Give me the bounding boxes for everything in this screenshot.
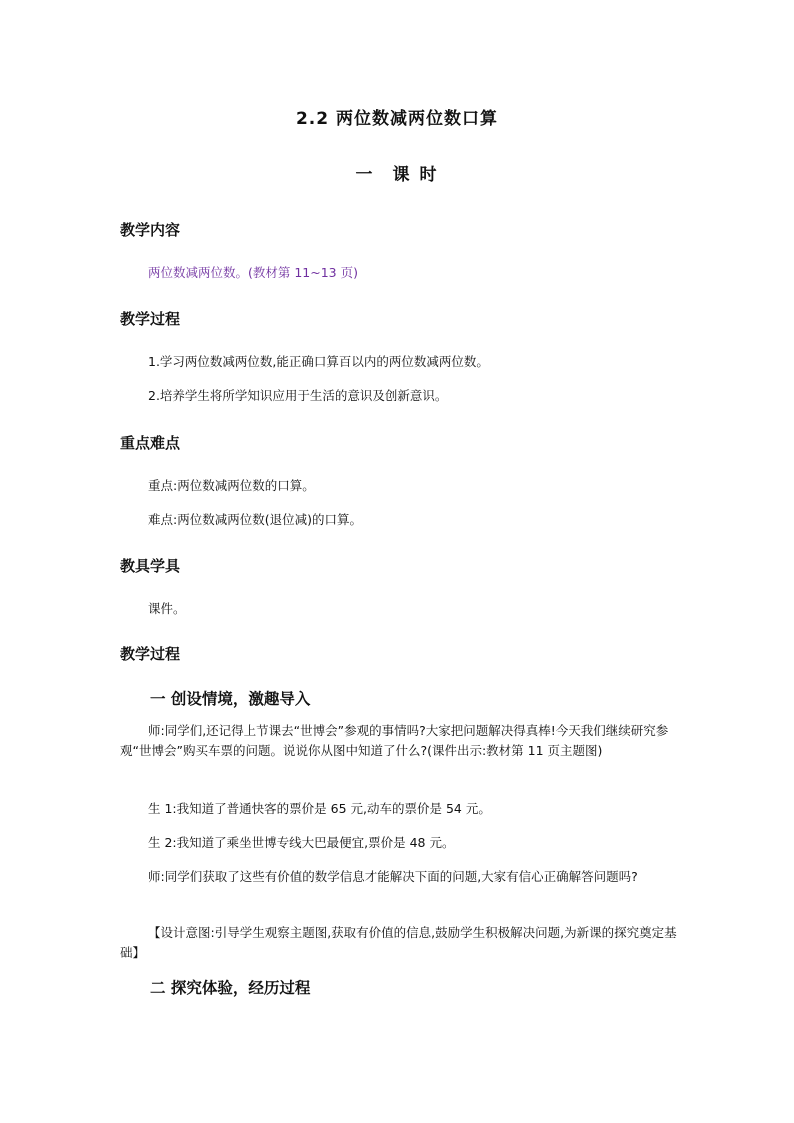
heading-teaching-content: 教学内容 <box>120 221 181 239</box>
part-one-title: 一 创设情境，激趣导入 <box>150 690 311 708</box>
teacher-paragraph-1: 师:同学们,还记得上节课去“世博会”参观的事情吗?大家把问题解决得真棒!今天我们继续研究参观“世博会”购买车票的问题。说说你从图中知道了什么?(课件出示:教材第 11 页主题图) <box>120 723 669 758</box>
student-answer-1: 生 1:我知道了普通快客的票价是 65 元,动车的票价是 54 元。 <box>148 801 491 816</box>
lesson-subtitle <box>0 160 794 185</box>
heading-teaching-process-2: 教学过程 <box>120 645 181 663</box>
heading-teaching-process-1: 教学过程 <box>120 310 181 328</box>
document-title: 2.2 两位数减两位数口算 <box>295 109 499 129</box>
teacher-paragraph-2: 师:同学们获取了这些有价值的数学信息才能解决下面的问题,大家有信心正确解答问题吗? <box>148 869 638 884</box>
teaching-content-text: 两位数减两位数。(教材第 11~13 页) <box>148 265 358 280</box>
difficult-point-text: 难点:两位数减两位数(退位减)的口算。 <box>148 512 362 527</box>
key-point-text: 重点:两位数减两位数的口算。 <box>148 478 315 493</box>
heading-teaching-tools: 教具学具 <box>120 557 181 575</box>
teaching-tools-text: 课件。 <box>148 601 186 616</box>
goal-item-2: 2.培养学生将所学知识应用于生活的意识及创新意识。 <box>148 388 448 403</box>
design-intent-note: 【设计意图:引导学生观察主题图,获取有价值的信息,鼓励学生积极解决问题,为新课的探究奠定基础】 <box>120 925 677 960</box>
lesson-number: 一 <box>355 165 375 185</box>
part-two-title: 二 探究体验，经历过程 <box>150 979 311 997</box>
goal-item-1: 1.学习两位数减两位数,能正确口算百以内的两位数减两位数。 <box>148 354 489 369</box>
heading-key-points: 重点难点 <box>120 434 181 452</box>
student-answer-2: 生 2:我知道了乘坐世博专线大巴最便宜,票价是 48 元。 <box>148 835 455 850</box>
lesson-label: 课 时 <box>392 165 439 185</box>
